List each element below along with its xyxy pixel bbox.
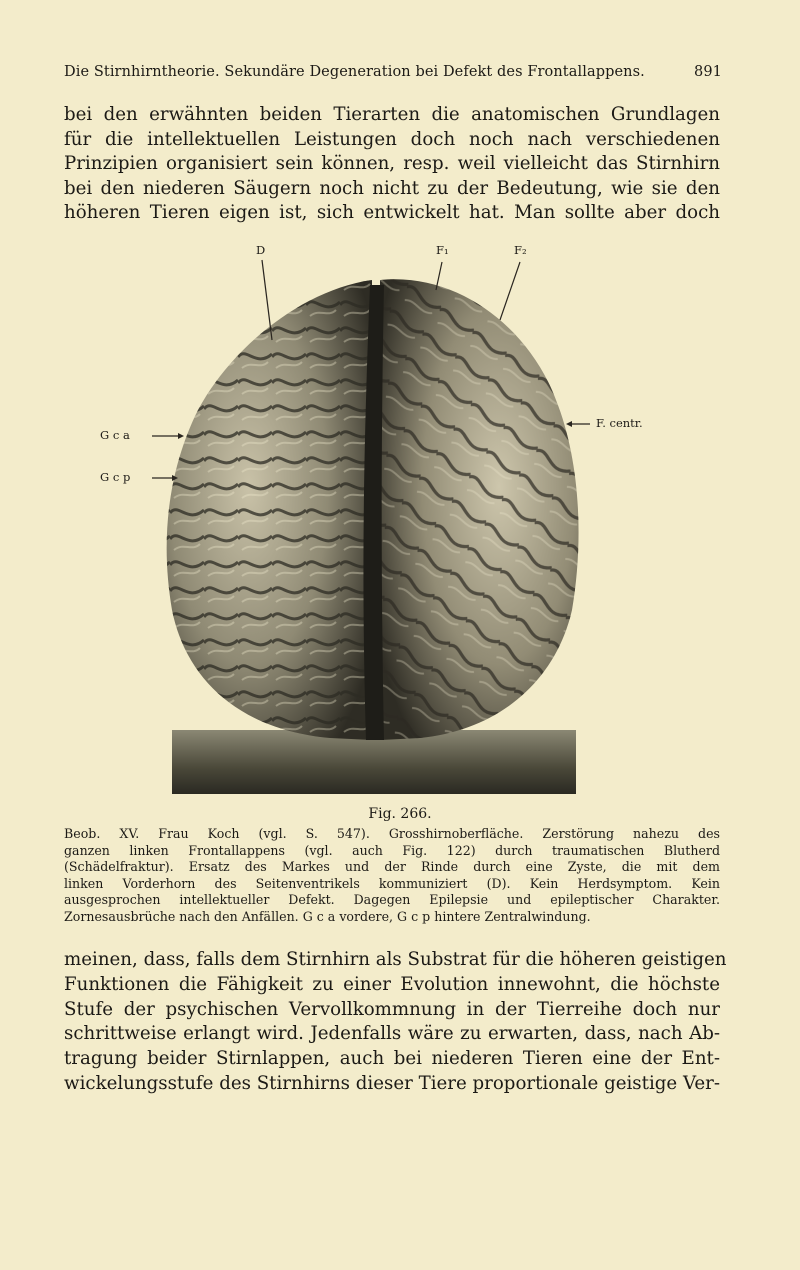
leader-f1 xyxy=(436,262,442,290)
text-line: bei den niederen Säugern noch nicht zu der Bedeutung, wie sie den xyxy=(64,177,720,199)
leader-d xyxy=(262,260,272,340)
right-gyri xyxy=(380,279,579,740)
caption-line: ausgesprochen intellektueller Defekt. Dagegen Epilepsie und epileptischer Charakter. xyxy=(64,892,720,908)
arrow-fcentr xyxy=(566,421,572,427)
left-gyri xyxy=(167,280,372,740)
caption-line: Beob. XV. Frau Koch (vgl. S. 547). Grosshirnoberfläche. Zerstörung nahezu des xyxy=(64,826,720,841)
text-line: höheren Tieren eigen ist, sich entwickelt hat. Man sollte aber doch xyxy=(64,202,720,224)
header-title: Die Stirnhirntheorie. Sekundäre Degeneration bei Defekt des Frontallappens. xyxy=(64,64,645,80)
text-line: Stufe der psychischen Vervollkommnung in der Tierreihe doch nur xyxy=(64,998,720,1020)
figure-number: Fig. 266. xyxy=(368,806,432,822)
text-line: Funktionen die Fähigkeit zu einer Evolution innewohnt, die höchste xyxy=(64,973,720,995)
text-line: Prinzipien organisiert sein können, resp. weil vielleicht das Stirnhirn xyxy=(64,153,720,175)
text-line: tragung beider Stirnlappen, auch bei niederen Tieren eine der Ent- xyxy=(64,1048,720,1070)
label-gcp: G c p xyxy=(100,470,131,484)
text-line: für die intellektuellen Leistungen doch noch nach verschiedenen xyxy=(64,128,720,150)
label-f2: F₂ xyxy=(514,243,527,257)
text-line: schrittweise erlangt wird. Jedenfalls wäre zu erwarten, dass, nach Ab- xyxy=(64,1023,720,1045)
label-gca: G c a xyxy=(100,428,130,442)
caption-line: (Schädelfraktur). Ersatz des Markes und der Rinde durch eine Zyste, die mit dem xyxy=(64,859,720,875)
text-line: meinen, dass, falls dem Stirnhirn als Substrat für die höheren geistigen xyxy=(64,949,727,970)
running-head xyxy=(64,64,722,80)
arrow-gca xyxy=(178,433,184,439)
page-number: 891 xyxy=(694,64,722,80)
label-d: D xyxy=(256,243,266,257)
brain-photograph xyxy=(0,240,800,800)
label-fcentr: F. centr. xyxy=(596,416,643,430)
leader-f2 xyxy=(500,262,520,320)
text-line: wickelungsstufe des Stirnhirns dieser Tiere proportionale geistige Ver- xyxy=(64,1072,721,1094)
caption-line: linken Vorderhorn des Seitenventrikels kommuniziert (D). Kein Herdsymptom. Kein xyxy=(64,875,720,891)
bottom-paragraph xyxy=(64,948,727,1097)
brain-figure xyxy=(0,240,800,800)
top-paragraph xyxy=(64,103,720,226)
caption-line: Zornesausbrüche nach den Anfällen. G c a vordere, G c p hintere Zentralwindung. xyxy=(64,908,591,924)
figure-caption xyxy=(64,826,720,926)
caption-line: ganzen linken Frontallappens (vgl. auch Fig. 122) durch traumatischen Blutherd xyxy=(64,842,720,858)
label-f1: F₁ xyxy=(436,243,449,257)
text-line: bei den erwähnten beiden Tierarten die anatomischen Grundlagen xyxy=(64,104,720,125)
